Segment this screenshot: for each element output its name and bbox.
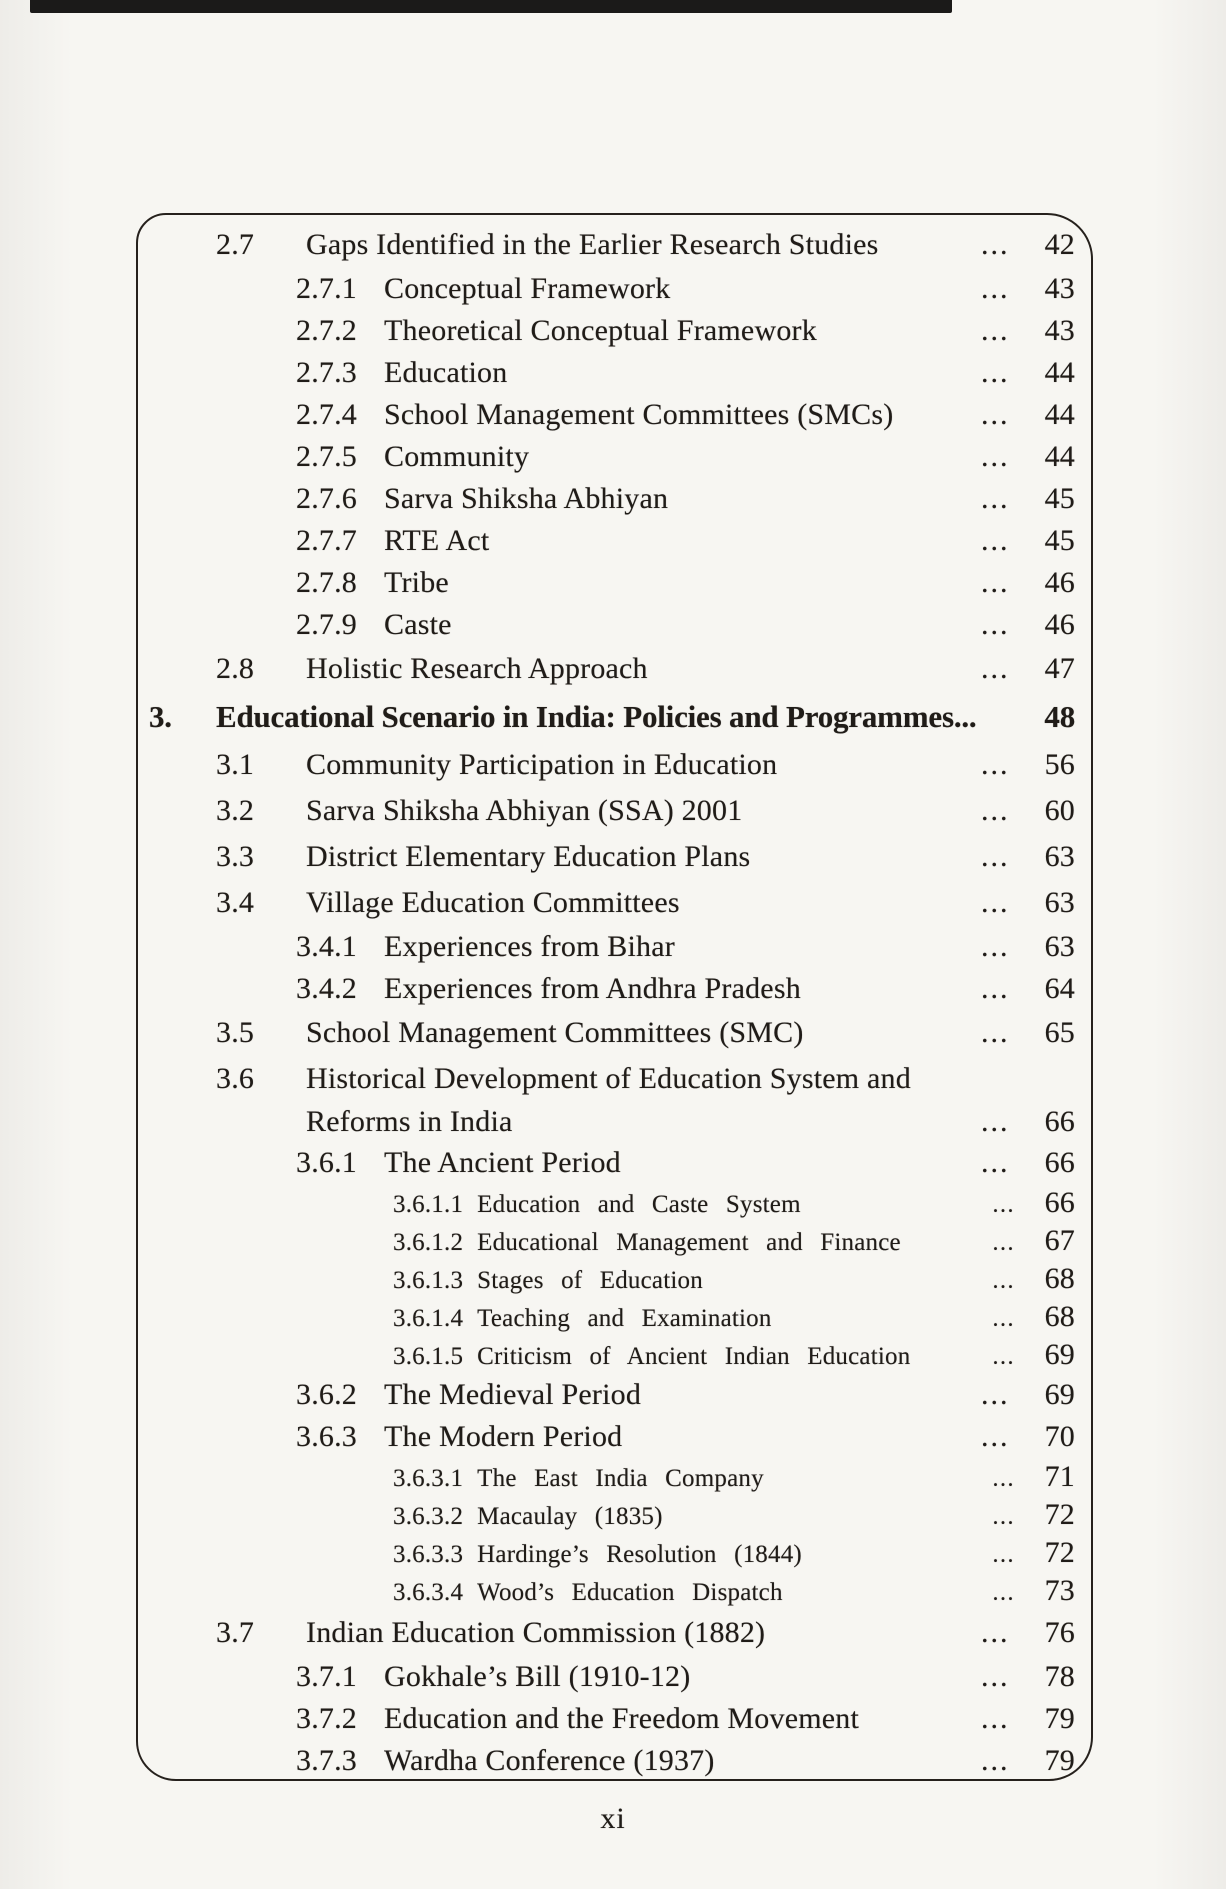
- toc-entry-page-number: 73: [1044, 1574, 1075, 1607]
- toc-entry-dot-leader: ...: [981, 482, 1010, 515]
- toc-entry-title: Holistic Research Approach: [306, 652, 648, 685]
- toc-entry-page-number: 44: [1044, 440, 1075, 473]
- toc-entry-title: District Elementary Education Plans: [306, 840, 751, 873]
- toc-entry-dot-leader: ...: [981, 1378, 1010, 1411]
- toc-entry-number: 3.4: [216, 886, 255, 919]
- toc-entry-page-number: 64: [1044, 972, 1075, 1005]
- toc-entry-number: 3.7.2: [296, 1702, 357, 1735]
- toc-entry: [138, 926, 1091, 968]
- toc-entry-number: 2.7.1: [296, 272, 357, 305]
- toc-entry-title: Hardinge’s Resolution (1844): [477, 1541, 802, 1568]
- toc-entry-page-number: 43: [1044, 314, 1075, 347]
- toc-entry: [138, 1698, 1091, 1740]
- toc-entry-dot-leader: ...: [981, 272, 1010, 305]
- toc-entry: [138, 1298, 1091, 1336]
- toc-entry-number: 3.6: [216, 1062, 255, 1095]
- toc-entry: [138, 1416, 1091, 1458]
- toc-entry-dot-leader: ...: [981, 840, 1010, 873]
- toc-entry-title: Experiences from Bihar: [384, 930, 675, 963]
- toc-entry-title: Sarva Shiksha Abhiyan (SSA) 2001: [306, 794, 743, 827]
- toc-entry-title: Reforms in India: [306, 1105, 513, 1138]
- toc-entry-page-number: 72: [1044, 1536, 1075, 1569]
- toc-entry: [138, 1056, 1091, 1102]
- toc-entry-title: The Modern Period: [384, 1420, 623, 1453]
- toc-entry: [138, 1102, 1091, 1142]
- toc-entry-number: 3.6.3: [296, 1420, 357, 1453]
- toc-entry-page-number: 68: [1044, 1300, 1075, 1333]
- toc-entry-title: RTE Act: [384, 524, 490, 557]
- toc-border-box: [136, 213, 1093, 1781]
- toc-entry: [138, 1610, 1091, 1656]
- toc-entry-number: 2.8: [216, 652, 255, 685]
- toc-entry-page-number: 76: [1044, 1616, 1075, 1649]
- toc-entry: [138, 692, 1091, 742]
- toc-entry: [138, 1572, 1091, 1610]
- toc-entry-number: 3.6.3.2: [393, 1503, 464, 1530]
- toc-entry-title: Education and the Freedom Movement: [384, 1702, 860, 1735]
- toc-entry-page-number: 43: [1044, 272, 1075, 305]
- toc-entry-title: School Management Committees (SMC): [306, 1016, 804, 1049]
- toc-entry-title: Wood’s Education Dispatch: [477, 1579, 783, 1606]
- toc-entry-number: 3.7: [216, 1616, 255, 1649]
- toc-entry-number: 3.6.1: [296, 1146, 357, 1179]
- toc-entry: [138, 1010, 1091, 1056]
- toc-entry: [138, 1184, 1091, 1222]
- toc-entry-page-number: 72: [1044, 1498, 1075, 1531]
- toc-entry: [138, 1458, 1091, 1496]
- toc-entry-page-number: 45: [1044, 524, 1075, 557]
- toc-list: [138, 222, 1091, 1782]
- toc-entry-title: The East India Company: [477, 1465, 764, 1492]
- toc-entry-dot-leader: ...: [981, 440, 1010, 473]
- toc-entry-page-number: 67: [1044, 1224, 1075, 1257]
- toc-entry-number: 2.7.6: [296, 482, 357, 515]
- toc-entry-number: 3.4.1: [296, 930, 357, 963]
- toc-entry-dot-leader: ...: [992, 1268, 1015, 1294]
- toc-entry-dot-leader: ...: [981, 930, 1010, 963]
- toc-entry: [138, 394, 1091, 436]
- toc-entry: [138, 968, 1091, 1010]
- toc-entry-dot-leader: ...: [981, 972, 1010, 1005]
- toc-entry-number: 3.6.1.2: [393, 1229, 464, 1256]
- toc-entry-number: 3.6.1.4: [393, 1305, 464, 1332]
- toc-entry-title: The Ancient Period: [384, 1146, 621, 1179]
- toc-entry: [138, 1534, 1091, 1572]
- toc-entry: [138, 646, 1091, 692]
- toc-entry-number: 3.6.1.5: [393, 1343, 464, 1370]
- toc-entry: [138, 520, 1091, 562]
- toc-entry-dot-leader: ...: [992, 1542, 1015, 1568]
- toc-entry-number: 2.7.9: [296, 608, 357, 641]
- toc-entry-title: Indian Education Commission (1882): [306, 1616, 766, 1649]
- toc-entry: [138, 788, 1091, 834]
- toc-entry-dot-leader: ...: [981, 1660, 1010, 1693]
- toc-entry-page-number: 71: [1044, 1460, 1075, 1493]
- toc-entry: [138, 222, 1091, 268]
- toc-entry-page-number: 79: [1044, 1744, 1075, 1777]
- folio-page-number: xi: [600, 1802, 626, 1835]
- toc-entry-number: 2.7.7: [296, 524, 357, 557]
- toc-entry-title: Teaching and Examination: [477, 1305, 772, 1332]
- toc-entry-number: 3.6.3.3: [393, 1541, 464, 1568]
- toc-entry-number: 3.: [149, 699, 172, 734]
- toc-entry-title: Conceptual Framework: [384, 272, 671, 305]
- toc-entry-dot-leader: ...: [992, 1466, 1015, 1492]
- toc-entry-number: 3.3: [216, 840, 255, 873]
- toc-entry-page-number: 79: [1044, 1702, 1075, 1735]
- toc-entry-title: Sarva Shiksha Abhiyan: [384, 482, 669, 515]
- toc-entry-title: Theoretical Conceptual Framework: [384, 314, 817, 347]
- toc-entry: [138, 1142, 1091, 1184]
- toc-entry-number: 3.4.2: [296, 972, 357, 1005]
- toc-entry: [138, 478, 1091, 520]
- toc-entry-dot-leader: ...: [981, 1616, 1010, 1649]
- toc-entry: [138, 1496, 1091, 1534]
- toc-entry-number: 2.7.8: [296, 566, 357, 599]
- toc-entry-dot-leader: ...: [981, 794, 1010, 827]
- toc-entry-title: Village Education Committees: [306, 886, 680, 919]
- toc-entry-dot-leader: ...: [981, 608, 1010, 641]
- toc-entry: [138, 352, 1091, 394]
- toc-entry: [138, 1656, 1091, 1698]
- toc-entry-dot-leader: ...: [981, 228, 1010, 261]
- toc-entry-dot-leader: ...: [981, 356, 1010, 389]
- toc-entry-dot-leader: ...: [981, 314, 1010, 347]
- toc-entry-page-number: 46: [1044, 566, 1075, 599]
- toc-entry-title: Education and Caste System: [477, 1191, 801, 1218]
- toc-entry: [138, 1374, 1091, 1416]
- scan-artifact-bar: [30, 0, 952, 13]
- toc-entry-title: Education: [384, 356, 508, 389]
- toc-entry-number: 3.6.3.4: [393, 1579, 464, 1606]
- toc-entry-number: 3.2: [216, 794, 255, 827]
- toc-entry: [138, 880, 1091, 926]
- toc-entry-title: Community Participation in Education: [306, 748, 778, 781]
- toc-entry: [138, 834, 1091, 880]
- toc-entry-page-number: 47: [1044, 652, 1075, 685]
- toc-entry-page-number: 46: [1044, 608, 1075, 641]
- toc-entry: [138, 268, 1091, 310]
- toc-entry-number: 2.7.4: [296, 398, 357, 431]
- toc-entry-dot-leader: ...: [981, 566, 1010, 599]
- toc-entry-dot-leader: ...: [981, 1744, 1010, 1777]
- toc-entry-number: 3.1: [216, 748, 255, 781]
- toc-entry-dot-leader: ...: [981, 886, 1010, 919]
- toc-entry-number: 3.6.1.3: [393, 1267, 464, 1294]
- toc-entry-dot-leader: ...: [992, 1344, 1015, 1370]
- toc-entry-page-number: 65: [1044, 1016, 1075, 1049]
- toc-entry-page-number: 42: [1044, 228, 1075, 261]
- toc-entry-page-number: 44: [1044, 398, 1075, 431]
- toc-entry: [138, 436, 1091, 478]
- toc-entry: [138, 1260, 1091, 1298]
- toc-entry-title: The Medieval Period: [384, 1378, 642, 1411]
- toc-entry-page-number: 66: [1044, 1146, 1075, 1179]
- toc-entry-dot-leader: ...: [981, 524, 1010, 557]
- toc-entry-title: Gaps Identified in the Earlier Research Studies: [306, 228, 879, 261]
- toc-entry: [138, 310, 1091, 352]
- toc-entry-title: Experiences from Andhra Pradesh: [384, 972, 801, 1005]
- toc-entry-number: 3.7.1: [296, 1660, 357, 1693]
- toc-entry-number: 2.7: [216, 228, 255, 261]
- toc-entry-title: Macaulay (1835): [477, 1503, 663, 1530]
- toc-entry-dot-leader: ...: [992, 1504, 1015, 1530]
- toc-entry-dot-leader: ...: [981, 1702, 1010, 1735]
- toc-entry-number: 3.5: [216, 1016, 255, 1049]
- toc-entry: [138, 1740, 1091, 1782]
- toc-entry-dot-leader: ...: [981, 1146, 1010, 1179]
- toc-entry-dot-leader: ...: [981, 652, 1010, 685]
- toc-entry-number: 2.7.5: [296, 440, 357, 473]
- toc-entry-number: 3.6.3.1: [393, 1465, 464, 1492]
- toc-entry-title: Gokhale’s Bill (1910-12): [384, 1660, 691, 1693]
- toc-entry-title: Educational Management and Finance: [477, 1229, 901, 1256]
- toc-entry-title: School Management Committees (SMCs): [384, 398, 894, 431]
- toc-entry-page-number: 63: [1044, 930, 1075, 963]
- toc-entry-number: 3.6.2: [296, 1378, 357, 1411]
- toc-entry-title: Educational Scenario in India: Policies and Programmes...: [216, 699, 977, 734]
- toc-entry-dot-leader: ...: [981, 1105, 1010, 1138]
- toc-entry-page-number: 63: [1044, 886, 1075, 919]
- toc-entry-page-number: 68: [1044, 1262, 1075, 1295]
- toc-entry-number: 3.7.3: [296, 1744, 357, 1777]
- toc-entry-page-number: 56: [1044, 748, 1075, 781]
- toc-entry: [138, 604, 1091, 646]
- toc-entry-dot-leader: ...: [981, 748, 1010, 781]
- toc-entry-page-number: 44: [1044, 356, 1075, 389]
- toc-entry-page-number: 60: [1044, 794, 1075, 827]
- toc-entry-page-number: 69: [1044, 1338, 1075, 1371]
- toc-entry-title: Caste: [384, 608, 452, 641]
- toc-entry-page-number: 66: [1044, 1105, 1075, 1138]
- toc-entry: [138, 742, 1091, 788]
- toc-entry-title: Historical Development of Education System and: [306, 1062, 911, 1095]
- toc-entry-dot-leader: ...: [992, 1192, 1015, 1218]
- toc-entry-title: Wardha Conference (1937): [384, 1744, 715, 1777]
- toc-entry-title: Criticism of Ancient Indian Education: [477, 1343, 911, 1370]
- toc-entry: [138, 562, 1091, 604]
- toc-entry-dot-leader: ...: [992, 1230, 1015, 1256]
- toc-entry-number: 2.7.2: [296, 314, 357, 347]
- toc-entry-page-number: 63: [1044, 840, 1075, 873]
- toc-entry-dot-leader: ...: [992, 1306, 1015, 1332]
- toc-entry-dot-leader: ...: [992, 1580, 1015, 1606]
- toc-entry-dot-leader: ...: [981, 1016, 1010, 1049]
- toc-entry-dot-leader: ...: [981, 1420, 1010, 1453]
- toc-entry-page-number: 48: [1044, 699, 1075, 734]
- toc-entry-page-number: 66: [1044, 1186, 1075, 1219]
- toc-entry-title: Tribe: [384, 566, 449, 599]
- toc-entry-page-number: 69: [1044, 1378, 1075, 1411]
- toc-entry-page-number: 70: [1044, 1420, 1075, 1453]
- toc-entry-page-number: 45: [1044, 482, 1075, 515]
- toc-entry: [138, 1222, 1091, 1260]
- toc-entry: [138, 1336, 1091, 1374]
- toc-entry-page-number: 78: [1044, 1660, 1075, 1693]
- toc-entry-title: Stages of Education: [477, 1267, 703, 1294]
- toc-entry-dot-leader: ...: [981, 398, 1010, 431]
- toc-entry-number: 3.6.1.1: [393, 1191, 464, 1218]
- toc-entry-number: 2.7.3: [296, 356, 357, 389]
- toc-entry-title: Community: [384, 440, 530, 473]
